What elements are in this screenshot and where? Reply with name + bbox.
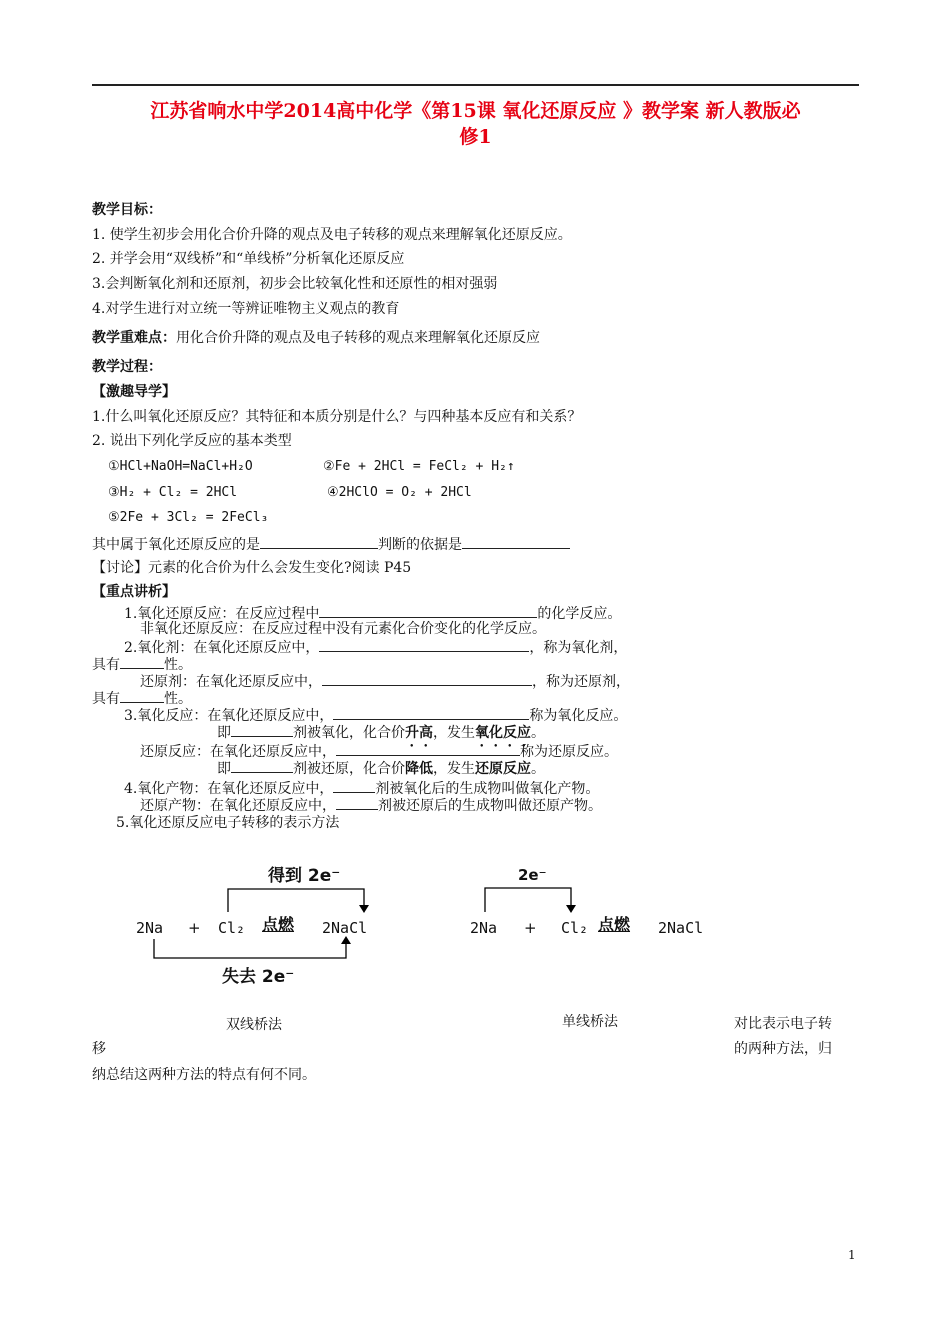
single-plus: + — [524, 919, 537, 937]
red-product-text: 还原产物：在氧化还原反应中， — [140, 798, 336, 814]
closing-line-3: 纳总结这两种方法的特点有何不同。 — [92, 1067, 316, 1083]
blank-redox-reactions[interactable] — [260, 534, 378, 549]
single-nacl: 2NaCl — [658, 919, 704, 937]
point-4-reduction-product — [140, 795, 602, 815]
reaction-4: ④2HClO = O₂ + 2HCl — [327, 485, 472, 500]
blank-basis[interactable] — [462, 534, 570, 549]
reductant-end: ，称为还原剂， — [532, 674, 630, 690]
blank-ox-product[interactable] — [333, 778, 375, 793]
point-5: 5.氧化还原反应电子转移的表示方法 — [116, 815, 340, 831]
reaction-1: ①HCl+NaOH=NaCl+H₂O — [108, 459, 253, 474]
blank-reduced-agent[interactable] — [231, 758, 293, 773]
single-caption: 单线桥法 — [562, 1014, 618, 1030]
blank-oxidant[interactable] — [319, 637, 529, 652]
has-label: 具有 — [92, 657, 120, 673]
blank-oxidation[interactable] — [333, 705, 529, 720]
reduction-text: 还原反应：在氧化还原反应中， — [140, 744, 336, 760]
single-arrow — [485, 888, 571, 912]
reaction-5: ⑤2Fe + 3Cl₂ = 2FeCl₃ — [108, 510, 269, 525]
point-3-reduction-detail — [217, 758, 545, 778]
ji-2: 即 — [217, 761, 231, 777]
blank-reducing-property[interactable] — [120, 688, 164, 703]
double-nacl: 2NaCl — [322, 919, 368, 937]
blank-oxidized-agent[interactable] — [231, 722, 293, 737]
ji-1: 即 — [217, 725, 231, 741]
fall-word: 降低 — [405, 761, 433, 777]
point-2-text: 2.氧化剂：在氧化还原反应中， — [124, 640, 320, 656]
blank-reductant[interactable] — [322, 671, 532, 686]
single-arrowhead — [566, 905, 576, 913]
reduction-reaction-word: 还原反应 — [475, 761, 531, 777]
header-rule — [92, 84, 859, 86]
reductant-text: 还原剂：在氧化还原反应中， — [140, 674, 322, 690]
document-title — [92, 98, 859, 150]
blank-point-1[interactable] — [319, 603, 537, 618]
property-suffix-2: 性。 — [164, 691, 192, 707]
double-caption: 双线桥法 — [226, 1017, 282, 1033]
ox-product-end: 剂被氧化后的生成物叫做氧化产物。 — [375, 781, 600, 797]
lose-arrow — [154, 939, 346, 958]
judge-line — [92, 534, 570, 554]
single-na: 2Na — [470, 919, 498, 937]
lose-arrowhead — [341, 936, 351, 944]
question-2: 2. 说出下列化学反应的基本类型 — [92, 433, 292, 449]
blank-oxidizing-property[interactable] — [120, 654, 164, 669]
closing-line-2-right: 的两种方法，归 — [734, 1041, 832, 1057]
point-2-end: ，称为氧化剂， — [529, 640, 628, 656]
objective-4: 4.对学生进行对立统一等辨证唯物主义观点的教育 — [92, 301, 400, 317]
point-2-reductant — [140, 671, 630, 691]
judge-text-2: 判断的依据是 — [378, 537, 462, 553]
has-label-2: 具有 — [92, 691, 120, 707]
double-cl2: Cl₂ — [218, 919, 246, 937]
judge-text-1: 其中属于氧化还原反应的是 — [92, 537, 260, 553]
rise-word: 升高 — [405, 725, 433, 741]
reaction-2: ②Fe + 2HCl = FeCl₂ + H₂↑ — [323, 459, 515, 474]
point-2-oxidant — [124, 637, 627, 657]
reaction-3: ③H₂ + Cl₂ = 2HCl — [108, 485, 238, 500]
process-heading: 教学过程： — [92, 359, 162, 375]
single-cl2: Cl₂ — [561, 919, 589, 937]
occur-1: ，发生 — [433, 725, 475, 741]
period-2: 。 — [531, 761, 545, 777]
property-suffix: 性。 — [164, 657, 192, 673]
question-1: 1.什么叫氧化还原反应？其特征和本质分别是什么？与四种基本反应有和关系？ — [92, 409, 582, 425]
red-product-end: 剂被还原后的生成物叫做还原产物。 — [378, 798, 602, 814]
objective-2: 2. 并学会用“双线桥”和“单线桥”分析氧化还原反应 — [92, 251, 405, 267]
occur-2: ，发生 — [433, 761, 475, 777]
oxidized-text: 剂被氧化，化合价 — [293, 725, 405, 741]
lose-label: 失去 2e⁻ — [222, 967, 295, 987]
point-1-end: 的化学反应。 — [537, 606, 622, 622]
single-electrons: 2e⁻ — [518, 866, 547, 884]
single-ignite: 点燃 — [598, 915, 631, 934]
objective-1: 1. 使学生初步会用化合价升降的观点及电子转移的观点来理解氧化还原反应。 — [92, 227, 572, 243]
double-plus: + — [188, 919, 201, 937]
gain-label: 得到 2e⁻ — [268, 866, 341, 886]
title-line-2: 修1 — [459, 126, 492, 148]
closing-line-2-left: 移 — [92, 1041, 106, 1057]
gain-arrow — [228, 889, 364, 912]
objectives-heading: 教学目标： — [92, 202, 162, 218]
ox-product-text: 4.氧化产物：在氧化还原反应中， — [124, 781, 334, 797]
double-na: 2Na — [136, 919, 164, 937]
page-number: 1 — [848, 1248, 856, 1262]
objective-3: 3.会判断氧化剂和还原剂，初步会比较氧化性和还原性的相对强弱 — [92, 276, 498, 292]
key-point-label: 教学重难点： — [92, 330, 176, 346]
focus-heading: 【重点讲析】 — [92, 584, 176, 600]
point-1-nonredox: 非氧化还原反应：在反应过程中没有元素化合价变化的化学反应。 — [140, 621, 546, 637]
double-ignite: 点燃 — [262, 915, 295, 934]
point-1-text: 1.氧化还原反应：在反应过程中 — [124, 606, 320, 622]
oxidation-text: 3.氧化反应：在氧化还原反应中， — [124, 708, 334, 724]
blank-red-product[interactable] — [336, 795, 378, 810]
closing-line-1: 对比表示电子转 — [734, 1016, 832, 1032]
key-point — [92, 329, 540, 347]
oxidation-reaction-word: 氧化反应 — [475, 725, 531, 741]
gain-arrowhead — [359, 905, 369, 913]
reduction-end: 称为还原反应。 — [520, 744, 618, 760]
blank-reduction[interactable] — [336, 741, 520, 756]
key-point-text: 用化合价升降的观点及电子转移的观点来理解氧化还原反应 — [176, 330, 540, 346]
title-line-1: 江苏省响水中学2014高中化学《第15课 氧化还原反应 》教学案 新人教版必 — [150, 100, 801, 122]
oxidation-end: 称为氧化反应。 — [529, 708, 628, 724]
discussion: 【讨论】元素的化合价为什么会发生变化?阅读 P45 — [92, 560, 412, 576]
intro-heading: 【激趣导学】 — [92, 384, 176, 400]
period-1: 。 — [531, 725, 545, 741]
reduced-text: 剂被还原，化合价 — [293, 761, 405, 777]
